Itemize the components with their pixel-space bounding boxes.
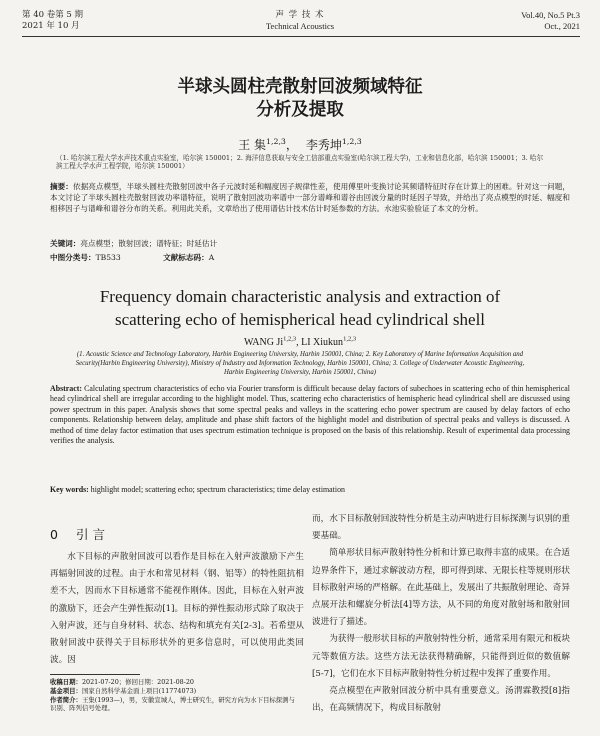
cn-affiliation: （1. 哈尔滨工程大学水声技术重点实验室，哈尔滨 150001；2. 海洋信息获取与安全工信部重点实验室(哈尔滨工程大学)，工业和信息化部，哈尔滨 150001；3. 哈尔滨工程大学水声工程学院，哈尔滨 150001） xyxy=(56,154,544,171)
left-column-text: 水下目标的声散射回波可以看作是目标在入射声波激励下产生再辐射回波的过程。由于水和常见材料（钢、铝等）的特性阻抗相差不大，因而水下目标通常不能视作刚体。因此，目标在入射声波的激励下，还会产生弹性振动[1]。目标的弹性振动形式除了取决于入射声波，还与自身材料、状态、结构和填充有关[2-3]。若希望从散射回波中获得关于目标形状外的更多信息时，可以使用此类回波。因 xyxy=(50,552,304,666)
footnote-received: 收稿日期：2021-07-20；修回日期：2021-08-20 xyxy=(50,678,194,686)
journal-volume: 第 40 卷第 5 期 2021 年 10 月 xyxy=(22,10,84,31)
en-title-line2: scattering echo of hemispherical head cylindrical shell xyxy=(114,310,486,329)
right-column-text: 而，水下目标散射回波特性分析是主动声呐进行目标探测与识别的重要基础。 简单形状目标声散射特性分析和计算已取得丰富的成果。在合适边界条件下，通过求解波动方程，即可得到球、无限长柱等规则形状目标散射声场的严格解。在此基础上，发展出了共振散射理论、奇异点展开法和螺旋分析法[4]等方法，从不同的角度对散射场和散射回波进行了描述。 为获得一般形状目标的声散射特性分析，通常采用有限元和板块元等数值方法。这些方法无法获得精确解，只能得到近似的数值解[5-7]，它们在水下目标声散射特性分析过程中发挥了重要作用。 亮点模型在声散射回波分析中具有重要意义。汤渭霖教授[8]指出，在高频情况下，构成目标散射 xyxy=(312,514,570,714)
en-abstract: Abstract: Calculating spectrum characteristics of echo via Fourier transform is difficult because delay factors of subechoes in scattering echo of thin hemispherical head cylindrical shell are irregular according to the highlight model. Thus, scattering echo characteristics of hemispheric head cylindrical shell are discussed using power spectrum in this paper. Analysis shows that some spectral peaks and valleys in the scattering echo power spectrum are caused by delay factors of echo components. Relationship between delay, amplitude and phase shift factors of the highlight model and distribution of spectral peaks and valleys is discussed. A method of time delay factor estimation that uses spectrum estimation technique is proposed on the basis of this relationship. Result of experimental data processing verifies the analysis. xyxy=(50,384,570,446)
cn-abstract: 摘要：依据亮点模型，半球头圆柱壳散射回波中各子元波时延和幅度因子规律性差，使用傅里叶变换讨论其频谱特征时存在计算上的困难。针对这一问题，本文讨论了半球头圆柱壳散射回波功率谱特征，说明了散射回波功率谱中一部分谱峰和谱谷由回波分量的时延因子导致，并给出了亮点模型的时延、幅度和相移因子与谱峰和谱谷分布的关系。利用此关系，文章给出了使用谱估计技术估计时延参数的方法。水池实验验证了本文的分析。 xyxy=(50,182,571,213)
section-heading: 0 引言 xyxy=(50,527,109,542)
footnote-author: 作者简介：王集(1993—)，男，安徽宣城人，博士研究生，研究方向为水下目标探测与识别、阵列信号处理。 xyxy=(50,696,295,712)
en-keywords: Key words: highlight model; scattering echo; spectrum characteristics; time delay estimation xyxy=(50,485,345,494)
header-rule xyxy=(22,36,580,37)
cn-classification: 中图分类号：TB533 文献标志码：A xyxy=(50,253,215,262)
journal-name: 声 学 技 术 Technical Acoustics xyxy=(265,10,335,31)
journal-issue: Vol.40, No.5 Pt.3 Oct., 2021 xyxy=(521,10,580,31)
cn-title-line2: 分析及提取 xyxy=(256,100,344,120)
cn-keywords: 关键词：亮点模型；散射回波；谱特征；时延估计 xyxy=(50,239,218,248)
en-authors: WANG Ji$^{1,2,3}$, LI Xiukun$^{1,2,3}$ xyxy=(243,335,357,348)
cn-authors: 王 集$^{1,2,3}$， 李秀坤$^{1,2,3}$ xyxy=(238,137,362,152)
en-title-line1: Frequency domain characteristic analysis and extraction of xyxy=(99,287,501,306)
footnote-rule xyxy=(50,674,140,675)
en-affiliation: (1. Acoustic Science and Technology Laboratory, Harbin Engineering University, Harbin 150001, China; 2. Key Laboratory of Marine Information Acquisition and Security(Harbin Engineering University), Ministry of Industry and Information Technology, Harbin 150001, China; 3. College of Underwater Acoustic Engineering, Harbin Engineering University, Harbin 150001, China) xyxy=(75,351,525,376)
cn-title-line1: 半球头圆柱壳散射回波频域特征 xyxy=(177,77,423,97)
footnote-fund: 基金项目：国家自然科学基金面上项目(11774073) xyxy=(50,687,197,695)
